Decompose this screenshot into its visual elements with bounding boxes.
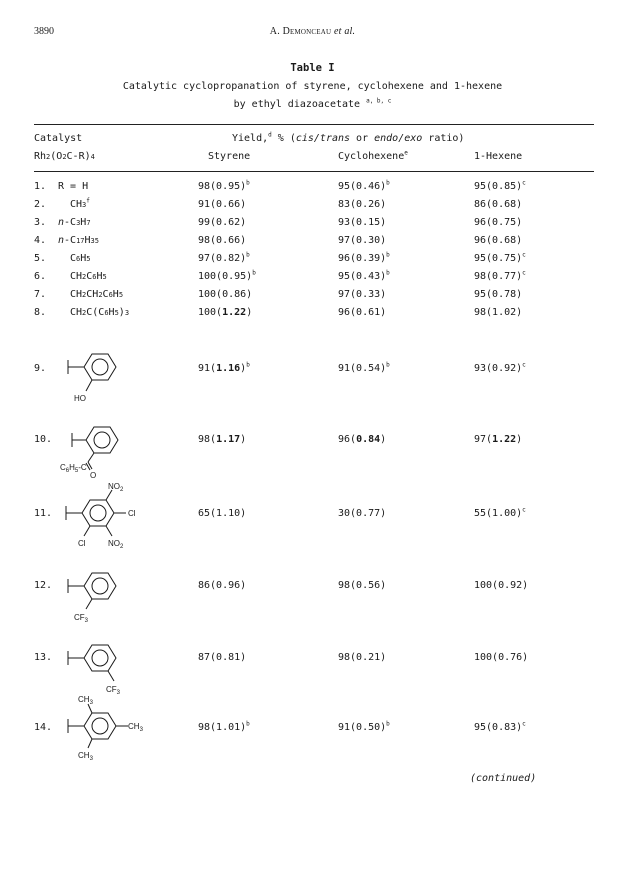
caption-text: by ethyl diazoacetate bbox=[233, 99, 361, 110]
row-number: 11. bbox=[34, 508, 53, 519]
structure-2-benzoylphenyl bbox=[62, 418, 152, 478]
structure-dichloro-dinitrophenyl bbox=[62, 480, 162, 555]
r: CH bbox=[70, 199, 83, 210]
label-part: 5 bbox=[74, 468, 79, 474]
r-note: f bbox=[86, 197, 90, 205]
note: b bbox=[246, 251, 250, 259]
r: CH bbox=[70, 307, 83, 318]
header-cyclohexene bbox=[338, 151, 408, 162]
yield-f: ratio) bbox=[422, 133, 465, 144]
hexene-value: 86(0.68) bbox=[474, 199, 523, 210]
table-title: Table I bbox=[290, 62, 335, 74]
row-number: 13. bbox=[34, 652, 53, 663]
val: 98( bbox=[198, 434, 217, 445]
r: CH bbox=[86, 289, 99, 300]
row-number: 1. bbox=[34, 181, 47, 192]
cyclohexene-value: 97(0.30) bbox=[338, 235, 387, 246]
cyclohexene-value bbox=[338, 271, 390, 282]
r: 35 bbox=[90, 237, 99, 245]
label-part: CF bbox=[74, 613, 85, 622]
r: n bbox=[58, 235, 65, 246]
row-r-group bbox=[58, 235, 99, 246]
running-head-author: A. Demonceau bbox=[269, 26, 332, 37]
running-head-etal: et al. bbox=[334, 26, 356, 37]
r: -C bbox=[64, 217, 77, 228]
note: b bbox=[246, 720, 250, 728]
structure-2-hydroxyphenyl bbox=[62, 345, 142, 405]
label-part: CH bbox=[128, 722, 140, 731]
header-yield bbox=[232, 133, 464, 144]
oxygen-label: O bbox=[90, 471, 97, 480]
rh-b: 2 bbox=[46, 153, 51, 161]
val: 98(1.01) bbox=[198, 722, 247, 733]
label-part: C bbox=[60, 463, 66, 472]
yield-note: d bbox=[268, 131, 272, 139]
styrene-value bbox=[198, 253, 250, 264]
hexene-value: 100(0.92) bbox=[474, 580, 529, 591]
val: 98(0.77) bbox=[474, 271, 523, 282]
label-part: 3 bbox=[84, 618, 89, 624]
r: H bbox=[112, 289, 119, 300]
cyclohexene-note: e bbox=[404, 149, 408, 157]
val: 93(0.92) bbox=[474, 363, 523, 374]
val: 96(0.39) bbox=[338, 253, 387, 264]
r: H bbox=[108, 307, 115, 318]
structure-mesityl bbox=[62, 692, 172, 772]
hexene-value bbox=[474, 181, 526, 192]
styrene-value: 87(0.81) bbox=[198, 652, 247, 663]
note: c bbox=[522, 251, 526, 259]
val: ) bbox=[240, 434, 247, 445]
row-number: 4. bbox=[34, 235, 47, 246]
substituent-label: HO bbox=[74, 394, 86, 403]
hexene-value bbox=[474, 363, 526, 374]
header-styrene: Styrene bbox=[208, 151, 251, 162]
r: H bbox=[80, 253, 87, 264]
label-part: H bbox=[69, 463, 75, 472]
styrene-value bbox=[198, 307, 252, 318]
cyclohexene-value: 93(0.15) bbox=[338, 217, 387, 228]
substituent-label bbox=[60, 463, 87, 474]
structure-3-trifluoromethylphenyl bbox=[62, 636, 142, 696]
r: H bbox=[96, 271, 103, 282]
note: c bbox=[522, 179, 526, 187]
row-r-group bbox=[70, 253, 91, 264]
methyl-label bbox=[78, 751, 94, 762]
label-part: NO bbox=[108, 539, 120, 548]
styrene-value bbox=[198, 181, 250, 192]
val-bold: 1.16 bbox=[216, 363, 241, 374]
hexene-value: 96(0.75) bbox=[474, 217, 523, 228]
styrene-value: 91(0.66) bbox=[198, 199, 247, 210]
r: H bbox=[84, 235, 91, 246]
yield-c: cis/trans bbox=[295, 133, 351, 144]
r: 3 bbox=[82, 201, 87, 209]
r: 6 bbox=[76, 255, 81, 263]
cyclohexene-value bbox=[338, 722, 390, 733]
r: 6 bbox=[104, 309, 109, 317]
cyclohexene-label: Cyclohexene bbox=[338, 151, 405, 162]
note: c bbox=[522, 361, 526, 369]
chloro-label: Cl bbox=[78, 539, 86, 548]
styrene-value: 98(0.66) bbox=[198, 235, 247, 246]
note: c bbox=[522, 720, 526, 728]
rh-d: 2 bbox=[62, 153, 67, 161]
label-part: NO bbox=[108, 482, 120, 491]
label-part: CF bbox=[106, 685, 117, 694]
cyclohexene-value: 98(0.56) bbox=[338, 580, 387, 591]
label-part: 6 bbox=[65, 468, 70, 474]
structure-2-trifluoromethylphenyl bbox=[62, 564, 142, 624]
methyl-label bbox=[128, 722, 144, 733]
styrene-value bbox=[198, 434, 246, 445]
yield-b: % ( bbox=[277, 133, 296, 144]
nitro-label bbox=[108, 539, 124, 550]
cyclohexene-value bbox=[338, 253, 390, 264]
label-part: -C bbox=[78, 463, 87, 472]
styrene-value bbox=[198, 722, 250, 733]
yield-a: Yield, bbox=[232, 133, 269, 144]
header-rh-formula bbox=[34, 151, 95, 162]
val: 97( bbox=[474, 434, 493, 445]
cyclohexene-value: 96(0.61) bbox=[338, 307, 387, 318]
r: H bbox=[80, 217, 87, 228]
val: 91( bbox=[198, 363, 217, 374]
rh-e: C-R) bbox=[66, 151, 91, 162]
note: b bbox=[252, 269, 256, 277]
note: b bbox=[386, 269, 390, 277]
row-number: 3. bbox=[34, 217, 47, 228]
val: ) bbox=[380, 434, 387, 445]
styrene-value: 86(0.96) bbox=[198, 580, 247, 591]
row-number: 12. bbox=[34, 580, 53, 591]
label-part: 3 bbox=[89, 700, 93, 706]
r: 2 bbox=[82, 273, 87, 281]
r: C bbox=[86, 271, 93, 282]
val: 95(0.83) bbox=[474, 722, 523, 733]
label-part: 2 bbox=[120, 487, 124, 493]
table-caption-line2 bbox=[0, 99, 625, 110]
row-number: 7. bbox=[34, 289, 47, 300]
r: ) bbox=[118, 307, 125, 318]
styrene-value: 100(0.86) bbox=[198, 289, 253, 300]
val: 95(0.75) bbox=[474, 253, 523, 264]
row-r-group: R = H bbox=[58, 181, 89, 192]
r: 2 bbox=[98, 291, 103, 299]
cyclohexene-value: 83(0.26) bbox=[338, 199, 387, 210]
chloro-label: Cl bbox=[128, 509, 136, 518]
label-part: 3 bbox=[139, 727, 143, 733]
r: 6 bbox=[108, 291, 113, 299]
row-number: 6. bbox=[34, 271, 47, 282]
val: 97(0.82) bbox=[198, 253, 247, 264]
note: b bbox=[246, 179, 250, 187]
val-bold: 1.22 bbox=[492, 434, 517, 445]
note: b bbox=[246, 361, 250, 369]
row-r-group bbox=[70, 289, 123, 300]
r: 3 bbox=[124, 309, 130, 317]
label-part: 3 bbox=[116, 690, 121, 696]
cf3-label bbox=[74, 613, 89, 624]
val: 91(0.54) bbox=[338, 363, 387, 374]
hexene-value bbox=[474, 508, 526, 519]
r: 7 bbox=[86, 219, 91, 227]
row-number: 2. bbox=[34, 199, 47, 210]
top-rule bbox=[34, 124, 594, 125]
r: CH bbox=[70, 271, 83, 282]
val: 98(0.95) bbox=[198, 181, 247, 192]
r: 3 bbox=[76, 219, 81, 227]
row-r-group bbox=[70, 199, 90, 210]
rh-c: (O bbox=[50, 151, 63, 162]
val: 95(0.46) bbox=[338, 181, 387, 192]
val: 100(0.95) bbox=[198, 271, 253, 282]
methyl-label bbox=[78, 695, 94, 706]
cyclohexene-value: 97(0.33) bbox=[338, 289, 387, 300]
row-number: 14. bbox=[34, 722, 53, 733]
label-part: CH bbox=[78, 751, 90, 760]
page-number: 3890 bbox=[34, 26, 54, 37]
r: CH bbox=[70, 289, 83, 300]
val: 96( bbox=[338, 434, 357, 445]
rh-a: Rh bbox=[34, 151, 47, 162]
val: 100( bbox=[198, 307, 223, 318]
hexene-value: 96(0.68) bbox=[474, 235, 523, 246]
val: 95(0.43) bbox=[338, 271, 387, 282]
r: 5 bbox=[102, 273, 107, 281]
r: 5 bbox=[114, 309, 119, 317]
yield-d: or bbox=[350, 133, 375, 144]
row-r-group bbox=[70, 271, 107, 282]
val: 91(0.50) bbox=[338, 722, 387, 733]
hexene-value bbox=[474, 271, 526, 282]
note: b bbox=[386, 251, 390, 259]
continued-note: (continued) bbox=[470, 773, 537, 784]
rh-f: 4 bbox=[90, 153, 95, 161]
val: 55(1.00) bbox=[474, 508, 523, 519]
r: 6 bbox=[92, 273, 97, 281]
running-head bbox=[0, 26, 625, 37]
cyclohexene-value bbox=[338, 181, 390, 192]
row-number: 5. bbox=[34, 253, 47, 264]
hexene-value: 100(0.76) bbox=[474, 652, 529, 663]
val-bold: 1.22 bbox=[222, 307, 247, 318]
hexene-value bbox=[474, 434, 522, 445]
val-bold: 1.17 bbox=[216, 434, 241, 445]
hexene-value: 98(1.02) bbox=[474, 307, 523, 318]
r: C bbox=[102, 289, 109, 300]
note: b bbox=[386, 179, 390, 187]
label-part: 3 bbox=[89, 756, 93, 762]
label-part: CH bbox=[78, 695, 90, 704]
label-part: 2 bbox=[120, 544, 124, 550]
hexene-value: 95(0.78) bbox=[474, 289, 523, 300]
row-number: 8. bbox=[34, 307, 47, 318]
styrene-value bbox=[198, 363, 250, 374]
val: 95(0.85) bbox=[474, 181, 523, 192]
cyclohexene-value: 98(0.21) bbox=[338, 652, 387, 663]
caption-footnotes: a, b, c bbox=[366, 97, 392, 105]
r: 5 bbox=[86, 255, 91, 263]
row-number: 10. bbox=[34, 434, 53, 445]
hexene-value bbox=[474, 253, 526, 264]
r: 2 bbox=[82, 309, 87, 317]
styrene-value: 65(1.10) bbox=[198, 508, 247, 519]
styrene-value bbox=[198, 271, 256, 282]
val: ) bbox=[516, 434, 523, 445]
r: C bbox=[70, 253, 77, 264]
note: b bbox=[386, 720, 390, 728]
row-number: 9. bbox=[34, 363, 47, 374]
cyclohexene-value bbox=[338, 434, 386, 445]
val: ) bbox=[240, 363, 247, 374]
r: 5 bbox=[118, 291, 124, 299]
yield-e: endo/exo bbox=[374, 133, 423, 144]
r: 2 bbox=[82, 291, 87, 299]
hexene-value bbox=[474, 722, 526, 733]
row-r-group bbox=[70, 307, 129, 318]
val: ) bbox=[246, 307, 253, 318]
cyclohexene-value bbox=[338, 363, 390, 374]
header-rule bbox=[34, 171, 594, 172]
note: c bbox=[522, 506, 526, 514]
r: C(C bbox=[86, 307, 105, 318]
header-catalyst: Catalyst bbox=[34, 133, 83, 144]
nitro-label bbox=[108, 482, 124, 493]
row-r-group bbox=[58, 217, 91, 228]
r: 17 bbox=[76, 237, 85, 245]
r: n bbox=[58, 217, 65, 228]
header-hexene: 1-Hexene bbox=[474, 151, 523, 162]
styrene-value: 99(0.62) bbox=[198, 217, 247, 228]
note: b bbox=[386, 361, 390, 369]
cyclohexene-value: 30(0.77) bbox=[338, 508, 387, 519]
table-caption-line1: Catalytic cyclopropanation of styrene, cyclohexene and 1-hexene bbox=[122, 81, 503, 92]
r: -C bbox=[64, 235, 77, 246]
note: c bbox=[522, 269, 526, 277]
val-bold: 0.84 bbox=[356, 434, 381, 445]
